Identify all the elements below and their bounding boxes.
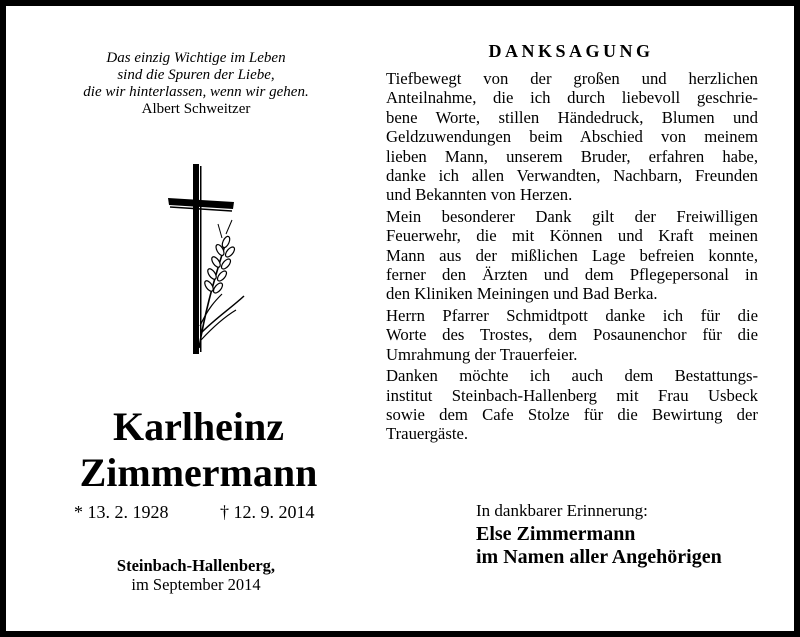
text-line: danke ich allen Verwandten, Nachbarn, Freunden bbox=[386, 166, 758, 186]
text-line: bene Worte, stillen Händedruck, Blumen und bbox=[386, 107, 758, 127]
cross-with-wheat-icon bbox=[156, 158, 256, 358]
birth-date: * 13. 2. 1928 bbox=[74, 502, 169, 522]
quote-line: sind die Spuren der Liebe, bbox=[117, 67, 275, 83]
text-line: Mein besonderer Dank gilt der Freiwilligen bbox=[386, 206, 758, 226]
text-line: Feuerwehr, die mit Können und Kraft meinen bbox=[386, 226, 758, 246]
text-line: lieben Mann, unserem Bruder, erfahren habe, bbox=[386, 146, 758, 166]
text-line: ferner den Ärzten und dem Pflegepersonal in bbox=[386, 265, 758, 285]
text-line: Mann aus der mißlichen Lage befreien konnte, bbox=[386, 245, 758, 265]
text-line: Tiefbewegt von der großen und herzlichen bbox=[386, 69, 758, 88]
text-line: sowie dem Cafe Stolze für die Bewirtung der bbox=[386, 404, 758, 424]
text-line: Geldzuwendungen beim Abschied von meinem bbox=[386, 127, 758, 147]
thanks-paragraph bbox=[386, 207, 758, 304]
place: Steinbach-Hallenberg, bbox=[116, 556, 276, 575]
deceased-last-name: Zimmermann bbox=[79, 450, 318, 495]
date: im September 2014 bbox=[131, 575, 261, 594]
place-date-block bbox=[46, 556, 346, 594]
text-line: den Kliniken Meiningen und Bad Berka. bbox=[386, 284, 658, 304]
text-line: und Bekannten von Herzen. bbox=[386, 185, 573, 205]
death-date: † 12. 9. 2014 bbox=[220, 502, 315, 522]
text-line: Herrn Pfarrer Schmidtpott danke ich für die bbox=[386, 305, 758, 325]
quote-block bbox=[36, 50, 356, 118]
thanks-paragraph bbox=[386, 69, 758, 205]
text-line: Trauergäste. bbox=[386, 424, 469, 444]
thanks-paragraph bbox=[386, 306, 758, 364]
quote-author: Albert Schweitzer bbox=[141, 101, 251, 117]
signature-family: im Namen aller Angehörigen bbox=[476, 546, 722, 568]
text-line: Worte des Trostes, dem Posaunenchor für die bbox=[386, 325, 758, 345]
text-line: Danken möchte ich auch dem Bestattungs- bbox=[386, 366, 758, 386]
deceased-name bbox=[26, 404, 371, 496]
text-line: institut Steinbach-Hallenberg mit Frau Usbeck bbox=[386, 385, 758, 405]
thanks-text bbox=[386, 69, 758, 446]
signature-name: Else Zimmermann bbox=[476, 523, 636, 545]
thanks-heading: DANKSAGUNG bbox=[488, 41, 654, 61]
text-line: Umrahmung der Trauerfeier. bbox=[386, 344, 578, 364]
signature bbox=[476, 523, 722, 569]
text-line: Anteilnahme, die ich durch liebevoll geschrie- bbox=[386, 88, 758, 108]
quote-line: die wir hinterlassen, wenn wir gehen. bbox=[83, 84, 309, 100]
quote-line: Das einzig Wichtige im Leben bbox=[106, 50, 286, 66]
deceased-first-name: Karlheinz bbox=[112, 404, 285, 449]
thanks-paragraph bbox=[386, 366, 758, 444]
memory-line: In dankbarer Erinnerung: bbox=[476, 501, 648, 520]
